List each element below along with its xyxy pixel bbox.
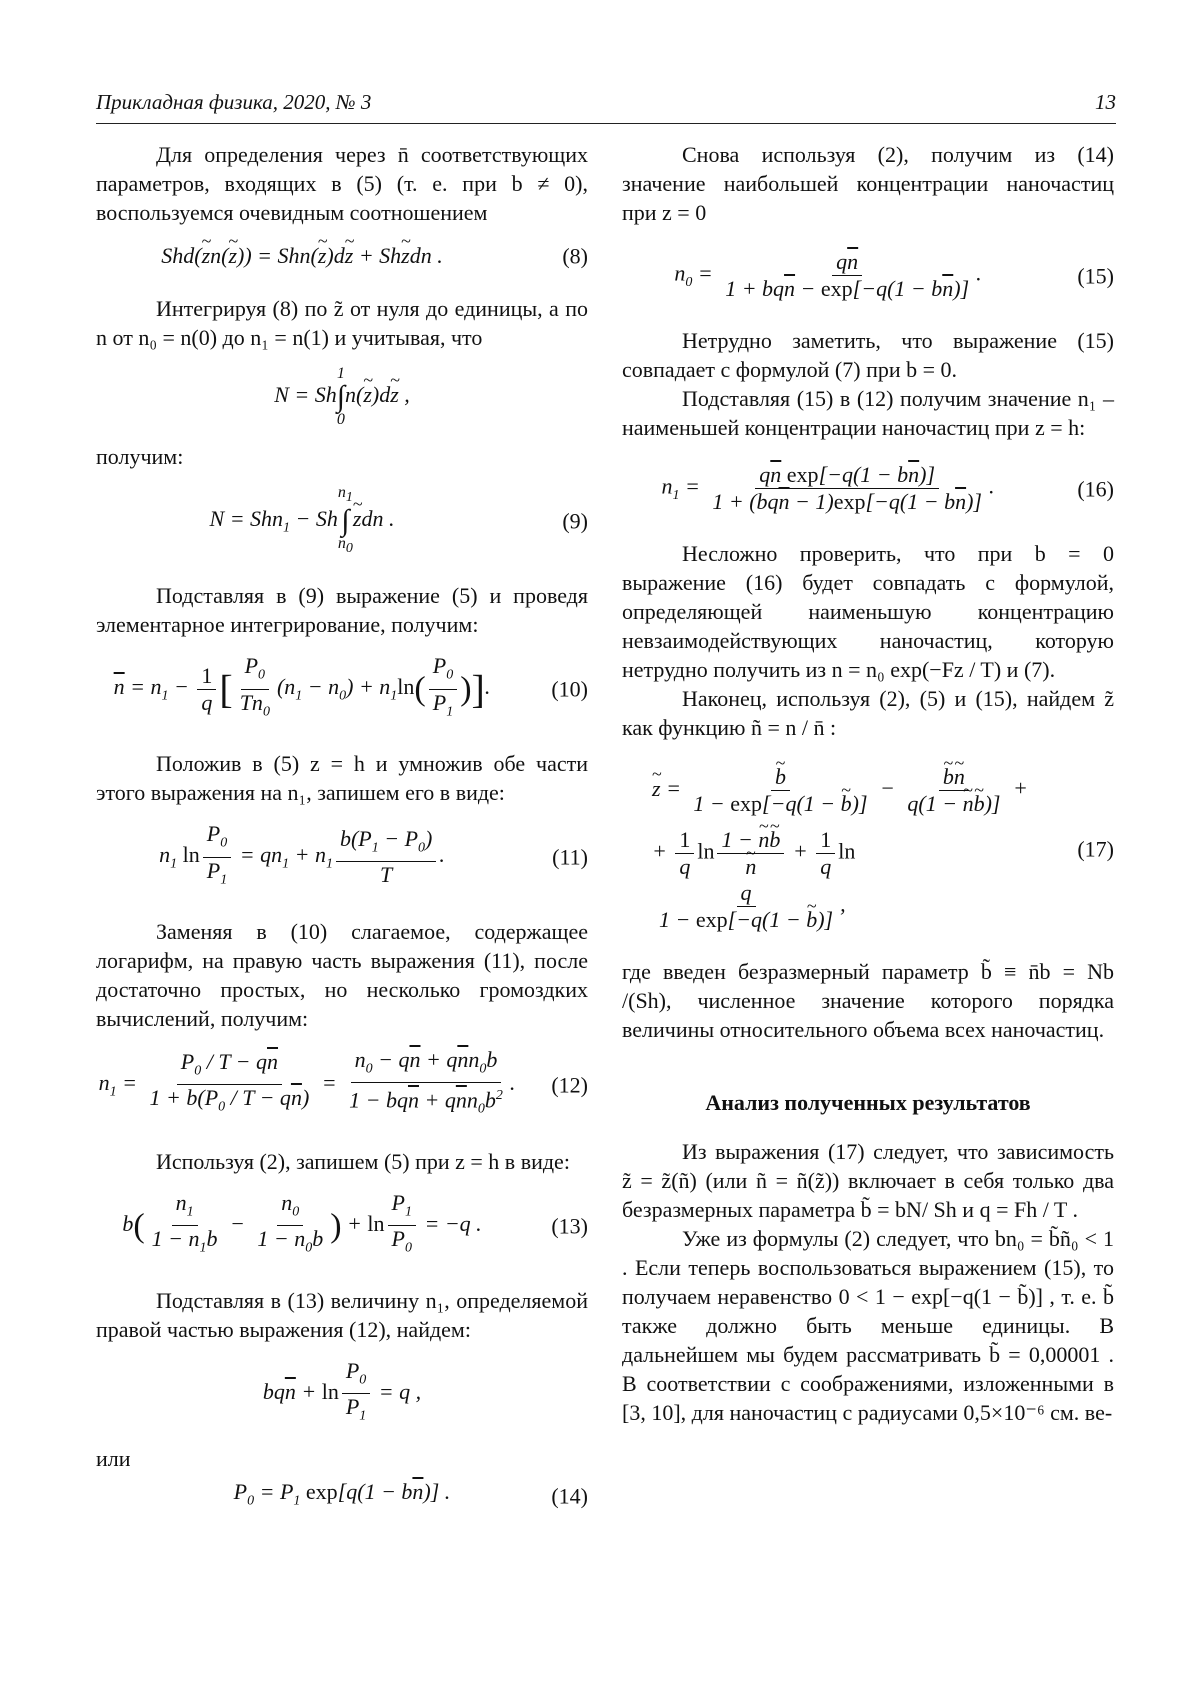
- journal-title: Прикладная физика, 2020, № 3: [96, 90, 372, 114]
- equation-number: (16): [1077, 476, 1114, 501]
- section-heading: Анализ полученных результатов: [705, 1090, 1031, 1115]
- equation-number: (12): [551, 1072, 588, 1098]
- equation-number: (15): [1077, 263, 1114, 288]
- equation-15: [622, 249, 1114, 302]
- paragraph: где введен безразмерный параметр b̃ ≡ n̄b = Nb /(Sh), численное значение которого порядка величины относительного объема всех наночастиц.: [622, 959, 1114, 1042]
- paragraph: Заменяя в (10) слагаемое, содержащее логарифм, на правую часть выражения (11), после достаточно простых, но несколько громоздких вычислений, получим:: [96, 918, 588, 1031]
- paragraph: Подставляя в (9) выражение (5) и проведя элементарное интегрирование, получим:: [96, 583, 588, 638]
- equation-body: $n_1$ ln $\frac{P_0}{P_1}$ = $qn_1 + n_1$ $\frac{b(P_1 - P_0)}{T}$ .: [159, 821, 445, 888]
- equation-body: $\overline{n} = n_1$ − $\frac{1}{q}$ [ $\frac{P_0}{Tn_0}$ $(n_1 - n_0) + n_1\ln$( $\frac{P_0}{P_1}$ )].: [113, 653, 491, 720]
- page-header: [96, 90, 1116, 130]
- right-column: [622, 140, 1114, 1427]
- page-number: 13: [1095, 90, 1116, 114]
- equation-body: N = Shn$_1$ − Sh $n_1$ ∫ $n_0$ ~ zdn .: [96, 485, 588, 557]
- equation-body: $n_1$ = $\frac{q\overline{n} \exp[-q(1 - b\overline{n})]}{1 + (bq\overline{n} - 1)\exp[-q(1 - b\overline{n})]}$ .: [661, 462, 995, 514]
- equation-number: (11): [552, 844, 588, 870]
- equation-number: (13): [551, 1213, 588, 1239]
- equation-body: $P_0 = P_1$ $\exp[q(1 - b\overline{n})]$ .: [233, 1478, 451, 1508]
- paragraph: Уже из формулы (2) следует, что bn₀ = b̃ñ₀ < 1 . Если теперь воспользоваться выражением (15), то получаем неравенство 0 < 1 − exp[−q(1 − b̃)] , т. е. b̃ также должно быть меньше единицы. В дальнейшем мы будем рассматривать b̃ = 0,00001 . В соответствии с соображениями, изложенными в [3, 10], для наночастиц с радиусами 0,5×10⁻⁶ см. ве-: [622, 1226, 1114, 1425]
- left-column: [96, 140, 588, 1529]
- paragraph: получим:: [96, 444, 184, 469]
- paragraph: Положив в (5) z = h и умножив обе части этого выражения на n₁, запишем его в виде:: [96, 751, 588, 806]
- equation-16: [622, 462, 1114, 515]
- equation-body: ~ z = ~ $\frac{b}{1 - \exp[-q(1 - \sim b)]}$ − ~ $\frac{b\sim n}{q(1 - \sim n\sim b)]}$ + + $\frac{1}{q}$ ln 1 − ~ n~ b ~ n + $\frac{1}{q}$ ln $\frac{q}{1 - \exp[-q(1 - \sim b)]}$ ,: [622, 764, 1114, 933]
- equation-14: [96, 1477, 588, 1515]
- equation-number: (10): [551, 676, 588, 702]
- equation-intermediate: [96, 1358, 588, 1430]
- paragraph: Подставляя в (13) величину n₁, определяемой правой частью выражения (12), найдем:: [96, 1287, 588, 1342]
- equation-17: [622, 764, 1114, 933]
- equation-body: b( $\frac{n_1}{1 - n_1b}$ − $\frac{n_0}{1 - n_0b}$ ) + ln $\frac{P_1}{P_0}$ = −q .: [122, 1190, 482, 1256]
- equation-N-integral: [96, 366, 588, 428]
- equation-number: (9): [562, 508, 588, 534]
- paragraph: Подставляя (15) в (12) получим значение n₁ – наименьшей концентрации наночастиц при z = h:: [622, 386, 1114, 440]
- equation-body: $n_1$ = $\frac{P_0 / T - q\overline{n}}{1 + b(P_0 / T - q\overline{n})}$ = $\frac{n_0 - q\overline{n} + q\overline{n}n_0b}{1 - bq\overline{n} + q\overline{n}n_0b^2}$ .: [98, 1046, 516, 1118]
- equation-11: [96, 821, 588, 893]
- equation-number: (8): [562, 243, 588, 268]
- paragraph: Для определения через n̄ соответствующих параметров, входящих в (5) (т. е. при b ≠ 0), воспользуемся очевидным соотношением: [96, 142, 588, 225]
- equation-body: $n_0$ = $\frac{q\overline{n}}{1 + bq\overline{n} - \exp[-q(1 - b\overline{n})]}$ .: [674, 249, 982, 301]
- equation-body: Shd(~ zn(~ z)) = Shn(~ z)d~ z + Sh~ zdn .: [96, 241, 588, 270]
- equation-10: [96, 653, 588, 725]
- paragraph: Интегрируя (8) по z̃ от нуля до единицы, а по n от n₀ = n(0) до n₁ = n(1) и учитывая, что: [96, 296, 588, 350]
- header-rule: [96, 123, 1116, 124]
- equation-body: N = Sh 1 ∫ 0 n(~ z)d~ z ,: [96, 366, 588, 428]
- paragraph: Снова используя (2), получим из (14) значение наибольшей концентрации наночастиц при z = 0: [622, 142, 1114, 225]
- equation-body: $bq\overline{n} + \ln$ $\frac{P_0}{P_1}$ = q ,: [262, 1357, 422, 1424]
- equation-12: [96, 1047, 588, 1123]
- paragraph: Несложно проверить, что при b = 0 выражение (16) будет совпадать с формулой, определяющей наименьшую концентрацию невзаимодействующих наночастиц, которую нетрудно получить из n = n₀ exp(−Fz / T) и (7).: [622, 541, 1114, 682]
- equation-8: [96, 241, 588, 270]
- paragraph: Из выражения (17) следует, что зависимость z̃ = z̃(ñ) (или ñ = ñ(z̃)) включает в себя только два безразмерных параметра b̃ = bN/ Sh и q = Fh / T .: [622, 1139, 1114, 1222]
- paragraph: Используя (2), запишем (5) при z = h в виде:: [156, 1149, 570, 1175]
- equation-number: (17): [1077, 836, 1114, 861]
- paragraph: Наконец, используя (2), (5) и (15), найдем z̃ как функцию ñ = n / n̄ :: [622, 686, 1114, 740]
- equation-13: [96, 1190, 588, 1262]
- equation-9: [96, 485, 588, 557]
- paragraph: или: [96, 1445, 131, 1471]
- equation-number: (14): [551, 1483, 588, 1509]
- paragraph: Нетрудно заметить, что выражение (15) совпадает с формулой (7) при b = 0.: [622, 328, 1114, 382]
